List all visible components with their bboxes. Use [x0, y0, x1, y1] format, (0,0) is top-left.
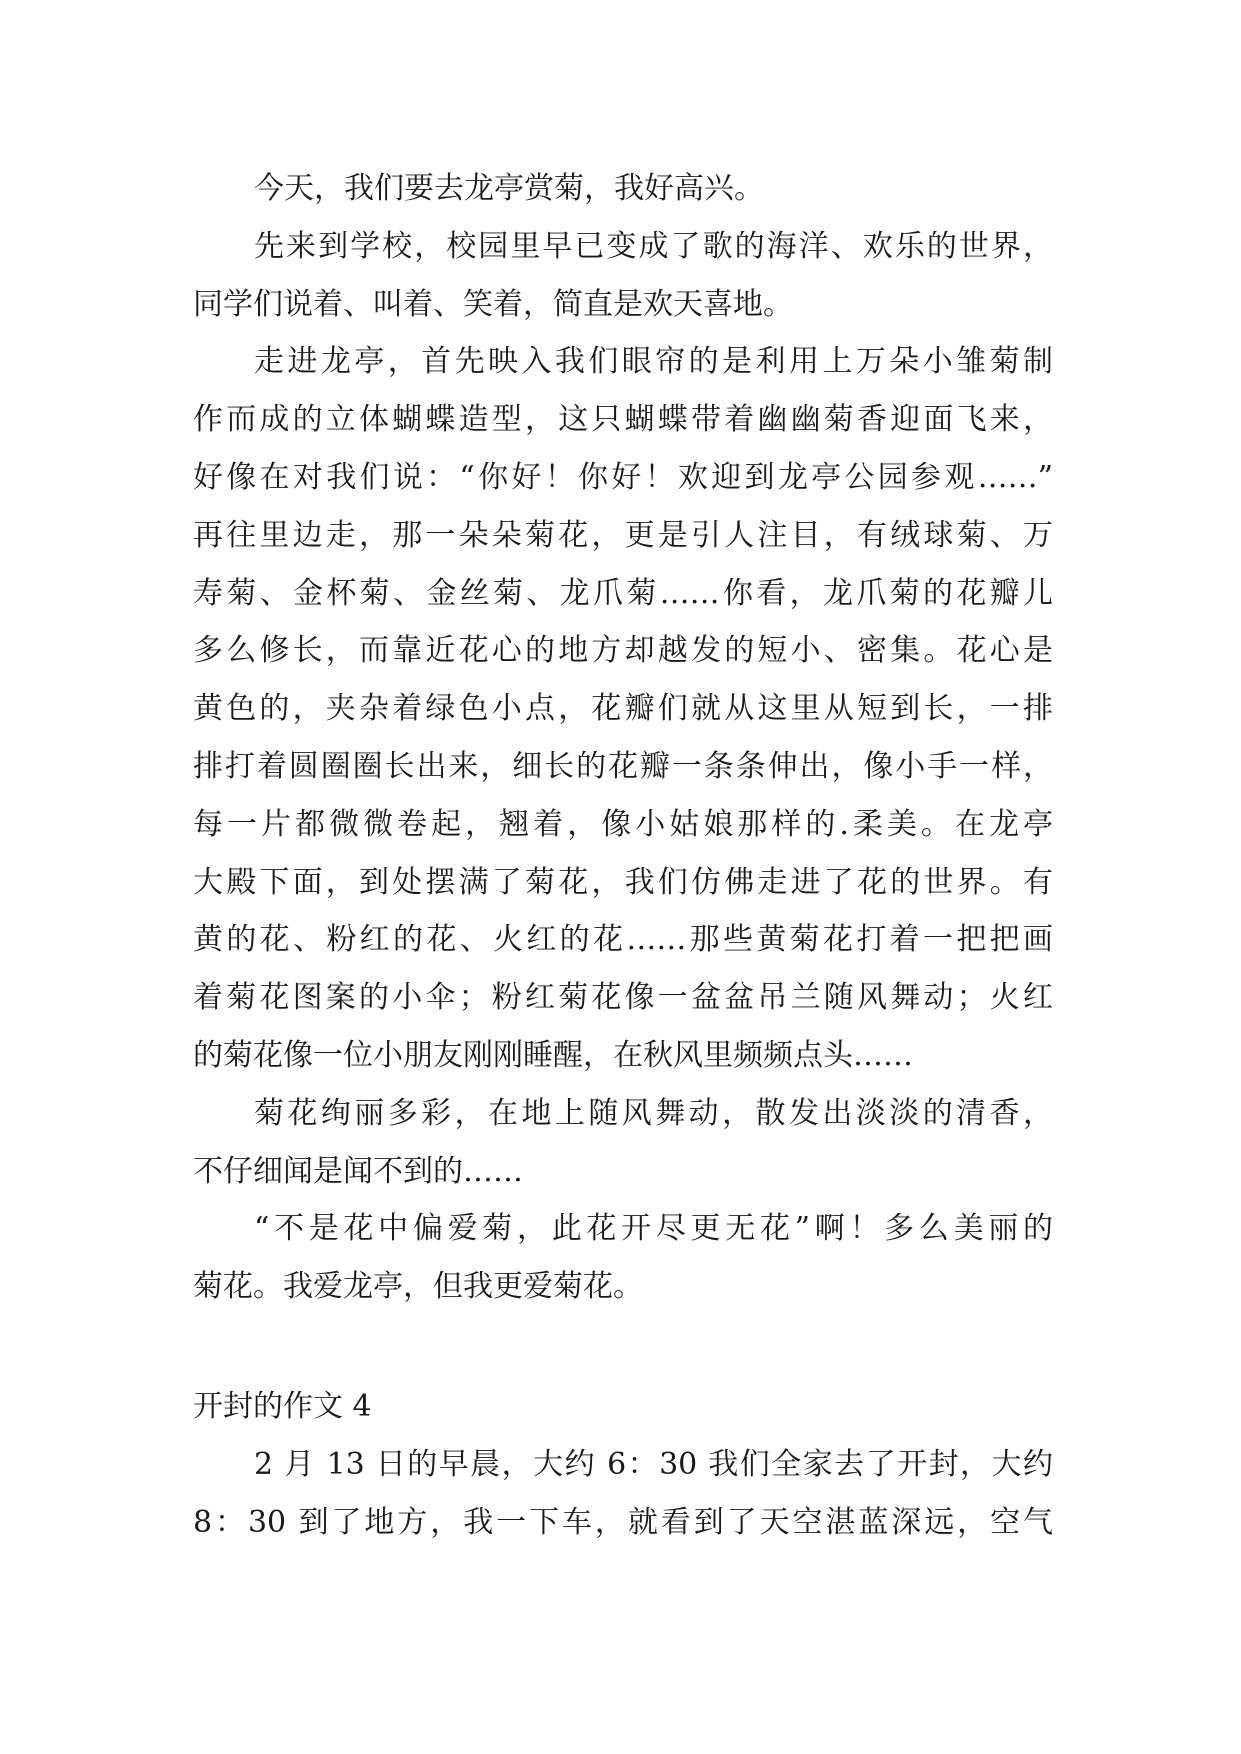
- text-line: 黄的花、粉红的花、火红的花……那些黄菊花打着一把把画: [193, 922, 1053, 958]
- text-line: 大殿下面，到处摆满了菊花，我们仿佛走进了花的世界。有: [193, 864, 1053, 900]
- text-line: 的菊花像一位小朋友刚刚睡醒，在秋风里频频点头……: [193, 1037, 913, 1073]
- paragraph: [193, 333, 1053, 1084]
- paragraph: [193, 160, 1053, 218]
- paragraph: [193, 1200, 1053, 1316]
- text-line: 再往里边走，那一朵朵菊花，更是引人注目，有绒球菊、万: [193, 517, 1053, 553]
- text-line: 作而成的立体蝴蝶造型，这只蝴蝶带着幽幽菊香迎面飞来，: [193, 402, 1053, 438]
- text-line: 黄色的，夹杂着绿色小点，花瓣们就从这里从短到长，一排: [193, 691, 1053, 727]
- text-line: 菊花。我爱龙亭，但我更爱菊花。: [193, 1269, 643, 1305]
- text-line: 每一片都微微卷起，翘着，像小姑娘那样的.柔美。在龙亭: [193, 806, 1053, 842]
- section-heading: 开封的作文 4: [193, 1388, 372, 1424]
- text-line: “不是花中偏爱菊，此花开尽更无花”啊！多么美丽的: [254, 1211, 1053, 1247]
- text-line: 8：30 到了地方，我一下车，就看到了天空湛蓝深远，空气: [193, 1504, 1053, 1540]
- text-line: 走进龙亭，首先映入我们眼帘的是利用上万朵小雏菊制: [254, 344, 1053, 380]
- paragraph: [193, 218, 1053, 334]
- text-line: 寿菊、金杯菊、金丝菊、龙爪菊……你看，龙爪菊的花瓣儿: [193, 575, 1053, 611]
- text-line: 2 月 13 日的早晨，大约 6：30 我们全家去了开封，大约: [254, 1446, 1053, 1482]
- text-line: 先来到学校，校园里早已变成了歌的海洋、欢乐的世界，: [254, 228, 1053, 264]
- text-line: 多么修长，而靠近花心的地方却越发的短小、密集。花心是: [193, 633, 1053, 669]
- text-line: 同学们说着、叫着、笑着，简直是欢天喜地。: [193, 286, 793, 322]
- text-line: 好像在对我们说：“你好！你好！欢迎到龙亭公园参观……”: [193, 459, 1053, 495]
- paragraph: [193, 1436, 1053, 1552]
- paragraph: [193, 1085, 1053, 1201]
- text-line: 着菊花图案的小伞；粉红菊花像一盆盆吊兰随风舞动；火红: [193, 980, 1053, 1016]
- text-line: 不仔细闻是闻不到的……: [193, 1153, 523, 1189]
- document-body: [193, 160, 1053, 1551]
- text-line: 菊花绚丽多彩，在地上随风舞动，散发出淡淡的清香，: [254, 1095, 1053, 1131]
- text-line: 今天，我们要去龙亭赏菊，我好高兴。: [254, 171, 764, 206]
- text-line: 排打着圆圈圈长出来，细长的花瓣一条条伸出，像小手一样，: [193, 748, 1053, 784]
